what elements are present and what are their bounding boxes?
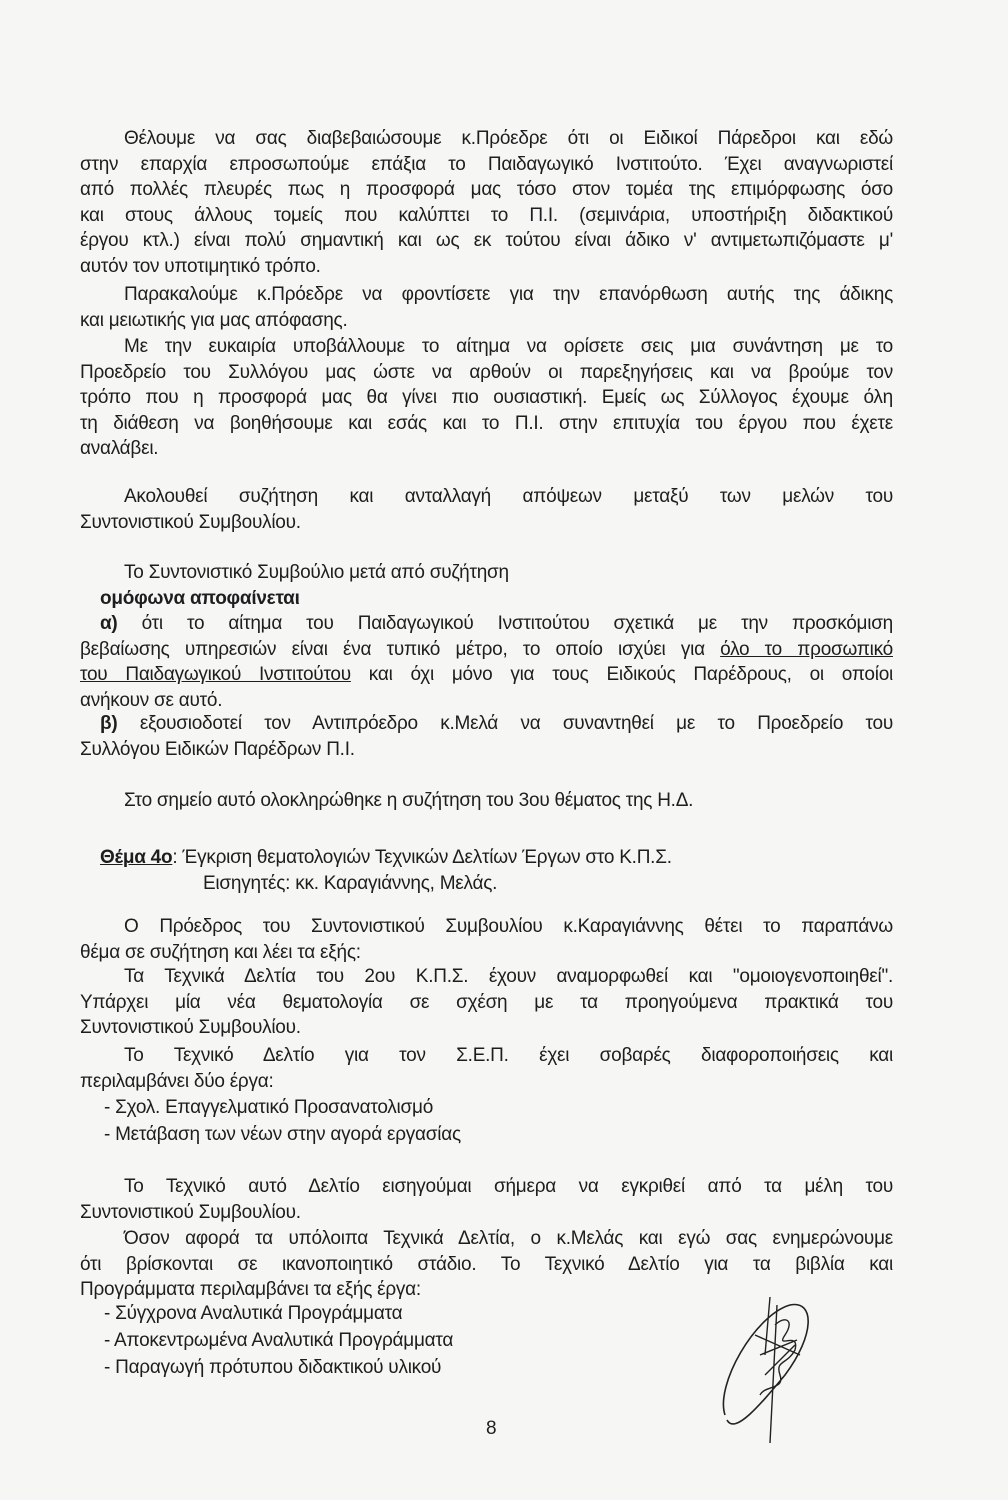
text-line: Προεδρείο του Συλλόγου μας ώστε να αρθούν οι παρεξηγήσεις και να βρούμε τον (80, 361, 893, 383)
bullet-list (80, 1300, 893, 1381)
paragraph (80, 1174, 893, 1225)
text-line: από πολλές πλευρές πως η προσφορά μας τόσο στον τομέα της επιμόρφωσης όσο (80, 179, 893, 200)
paragraph (80, 914, 893, 965)
bullet-list (80, 1094, 893, 1148)
text-line: έργου κτλ.) είναι πολύ σημαντική και ως εκ τούτου είναι άδικο ν' αντιμετωπιζόμαστε μ' (80, 230, 893, 251)
text-line: Ο Πρόεδρος του Συντονιστικού Συμβουλίου κ.Καραγιάννης θέτει το παραπάνω (124, 916, 893, 937)
list-item: - Μετάβαση των νέων στην αγορά εργασίας (104, 1124, 461, 1145)
paragraph (80, 788, 893, 814)
list-item: - Αποκεντρωμένα Αναλυτικά Προγράμματα (104, 1330, 454, 1351)
emphasized-text: Θέμα 4ο (100, 847, 173, 868)
emphasized-text: ομόφωνα αποφαίνεται (100, 588, 300, 609)
text-line: Με την ευκαιρία υποβάλλουμε το αίτημα να ορίσετε σεις μια συνάντηση με το (124, 336, 893, 357)
text-line: Όσον αφορά τα υπόλοιπα Τεχνικά Δελτία, ο κ.Μελάς και εγώ σας ενημερώνουμε (124, 1228, 893, 1249)
text-line: θέμα σε συζήτηση και λέει τα εξής: (80, 941, 361, 963)
paragraph (80, 484, 893, 535)
text-line (80, 586, 893, 612)
text-line: Συντονιστικού Συμβουλίου. (80, 1017, 301, 1038)
text-line: ανήκουν σε αυτό. (80, 689, 223, 711)
paragraph (80, 611, 893, 713)
paragraph (80, 711, 893, 762)
underlined-text: όλο το προσωπικό (720, 638, 893, 660)
text-line: ότι βρίσκονται σε ικανοποιητικό στάδιο. Το Τεχνικό Δελτίο για τα βιβλία και (80, 1253, 893, 1275)
text-segment: και όχι μόνο για τους Ειδικούς Παρέδρους, οι οποίοι (350, 664, 894, 685)
text-line: τη διάθεση να βοηθήσουμε και εσάς και το Π.Ι. στην επιτυχία του έργου που έχετε (80, 412, 893, 434)
text-line: Προγράμματα περιλαμβάνει τα εξής έργα: (80, 1279, 421, 1300)
paragraph (80, 1043, 893, 1094)
text-line: Τα Τεχνικά Δελτία του 2ου Κ.Π.Σ. έχουν αναμορφωθεί και "ομοιογενοποιηθεί". (124, 966, 893, 987)
text-segment: : Έγκριση θεματολογιών Τεχνικών Δελτίων Έργων στο Κ.Π.Σ. (172, 847, 672, 868)
paragraph (80, 586, 893, 612)
text-line (80, 611, 893, 637)
page-number: 8 (486, 1418, 497, 1439)
list-item: - Παραγωγή πρότυπου διδακτικού υλικού (104, 1357, 442, 1378)
emphasized-text: α) (100, 613, 118, 634)
paragraph (80, 334, 893, 462)
text-line: Στο σημείο αυτό ολοκληρώθηκε η συζήτηση του 3ου θέματος της Η.Δ. (124, 790, 694, 811)
text-segment: ότι το αίτημα του Παιδαγωγικού Ινστιτούτου σχετικά με την προσκόμιση (117, 613, 893, 634)
text-line: τρόπο που η προσφορά μας θα γίνει πιο ουσιαστική. Εμείς ως Σύλλογος έχουμε όλη (80, 387, 893, 408)
underlined-text: του Παιδαγωγικού Ινστιτούτου (80, 664, 351, 685)
paragraph (80, 126, 893, 279)
text-line: και μειωτικής για μας απόφασης. (80, 309, 348, 331)
text-line: αυτόν τον υποτιμητικό τρόπο. (80, 255, 321, 277)
paragraph (80, 1226, 893, 1303)
text-line: Ακολουθεί συζήτηση και ανταλλαγή απόψεων μεταξύ των μελών του (124, 486, 893, 507)
text-line: Εισηγητές: κκ. Καραγιάννης, Μελάς. (203, 872, 498, 894)
text-line: Το Τεχνικό αυτό Δελτίο εισηγούμαι σήμερα να εγκριθεί από τα μέλη του (124, 1176, 893, 1197)
text-line (80, 845, 893, 871)
list-item: - Σύγχρονα Αναλυτικά Προγράμματα (104, 1303, 403, 1324)
text-line: περιλαμβάνει δύο έργα: (80, 1070, 274, 1092)
text-line: Το Τεχνικό Δελτίο για τον Σ.Ε.Π. έχει σοβαρές διαφοροποιήσεις και (124, 1045, 893, 1066)
text-line: Συλλόγου Ειδικών Παρέδρων Π.Ι. (80, 738, 355, 760)
emphasized-text: β) (100, 713, 118, 734)
text-line: Θέλουμε να σας διαβεβαιώσουμε κ.Πρόεδρε ότι οι Ειδικοί Πάρεδροι και εδώ (124, 128, 893, 149)
text-line: στην επαρχία επροσωπούμε επάξια το Παιδαγωγικό Ινστιτούτο. Έχει αναγνωριστεί (80, 153, 893, 175)
text-line: Συντονιστικού Συμβουλίου. (80, 511, 301, 533)
text-segment: εξουσιοδοτεί τον Αντιπρόεδρο κ.Μελά να συναντηθεί με το Προεδρείο του (117, 713, 893, 734)
text-segment: βεβαίωσης υπηρεσιών είναι ένα τυπικό μέτρο, το οποίο ισχύει για (80, 638, 721, 660)
text-line: Υπάρχει μία νέα θεματολογία σε σχέση με τα προηγούμενα πρακτικά του (80, 991, 893, 1013)
paragraph (80, 560, 893, 586)
list-item: - Σχολ. Επαγγελματικό Προσανατολισμό (104, 1097, 434, 1118)
text-line (80, 711, 893, 737)
paragraph (80, 964, 893, 1041)
text-line (80, 662, 893, 688)
text-line: Το Συντονιστικό Συμβούλιο μετά από συζήτηση (124, 562, 509, 583)
text-line: και στους άλλους τομείς που καλύπτει το Π.Ι. (σεμινάρια, υποστήριξη διδακτικού (80, 204, 893, 226)
agenda-topic-heading (80, 845, 893, 896)
text-line: αναλάβει. (80, 438, 159, 459)
text-line: Συντονιστικού Συμβουλίου. (80, 1201, 301, 1223)
text-line: Παρακαλούμε κ.Πρόεδρε να φροντίσετε για την επανόρθωση αυτής της άδικης (124, 284, 893, 305)
text-line (80, 637, 893, 663)
paragraph (80, 282, 893, 333)
